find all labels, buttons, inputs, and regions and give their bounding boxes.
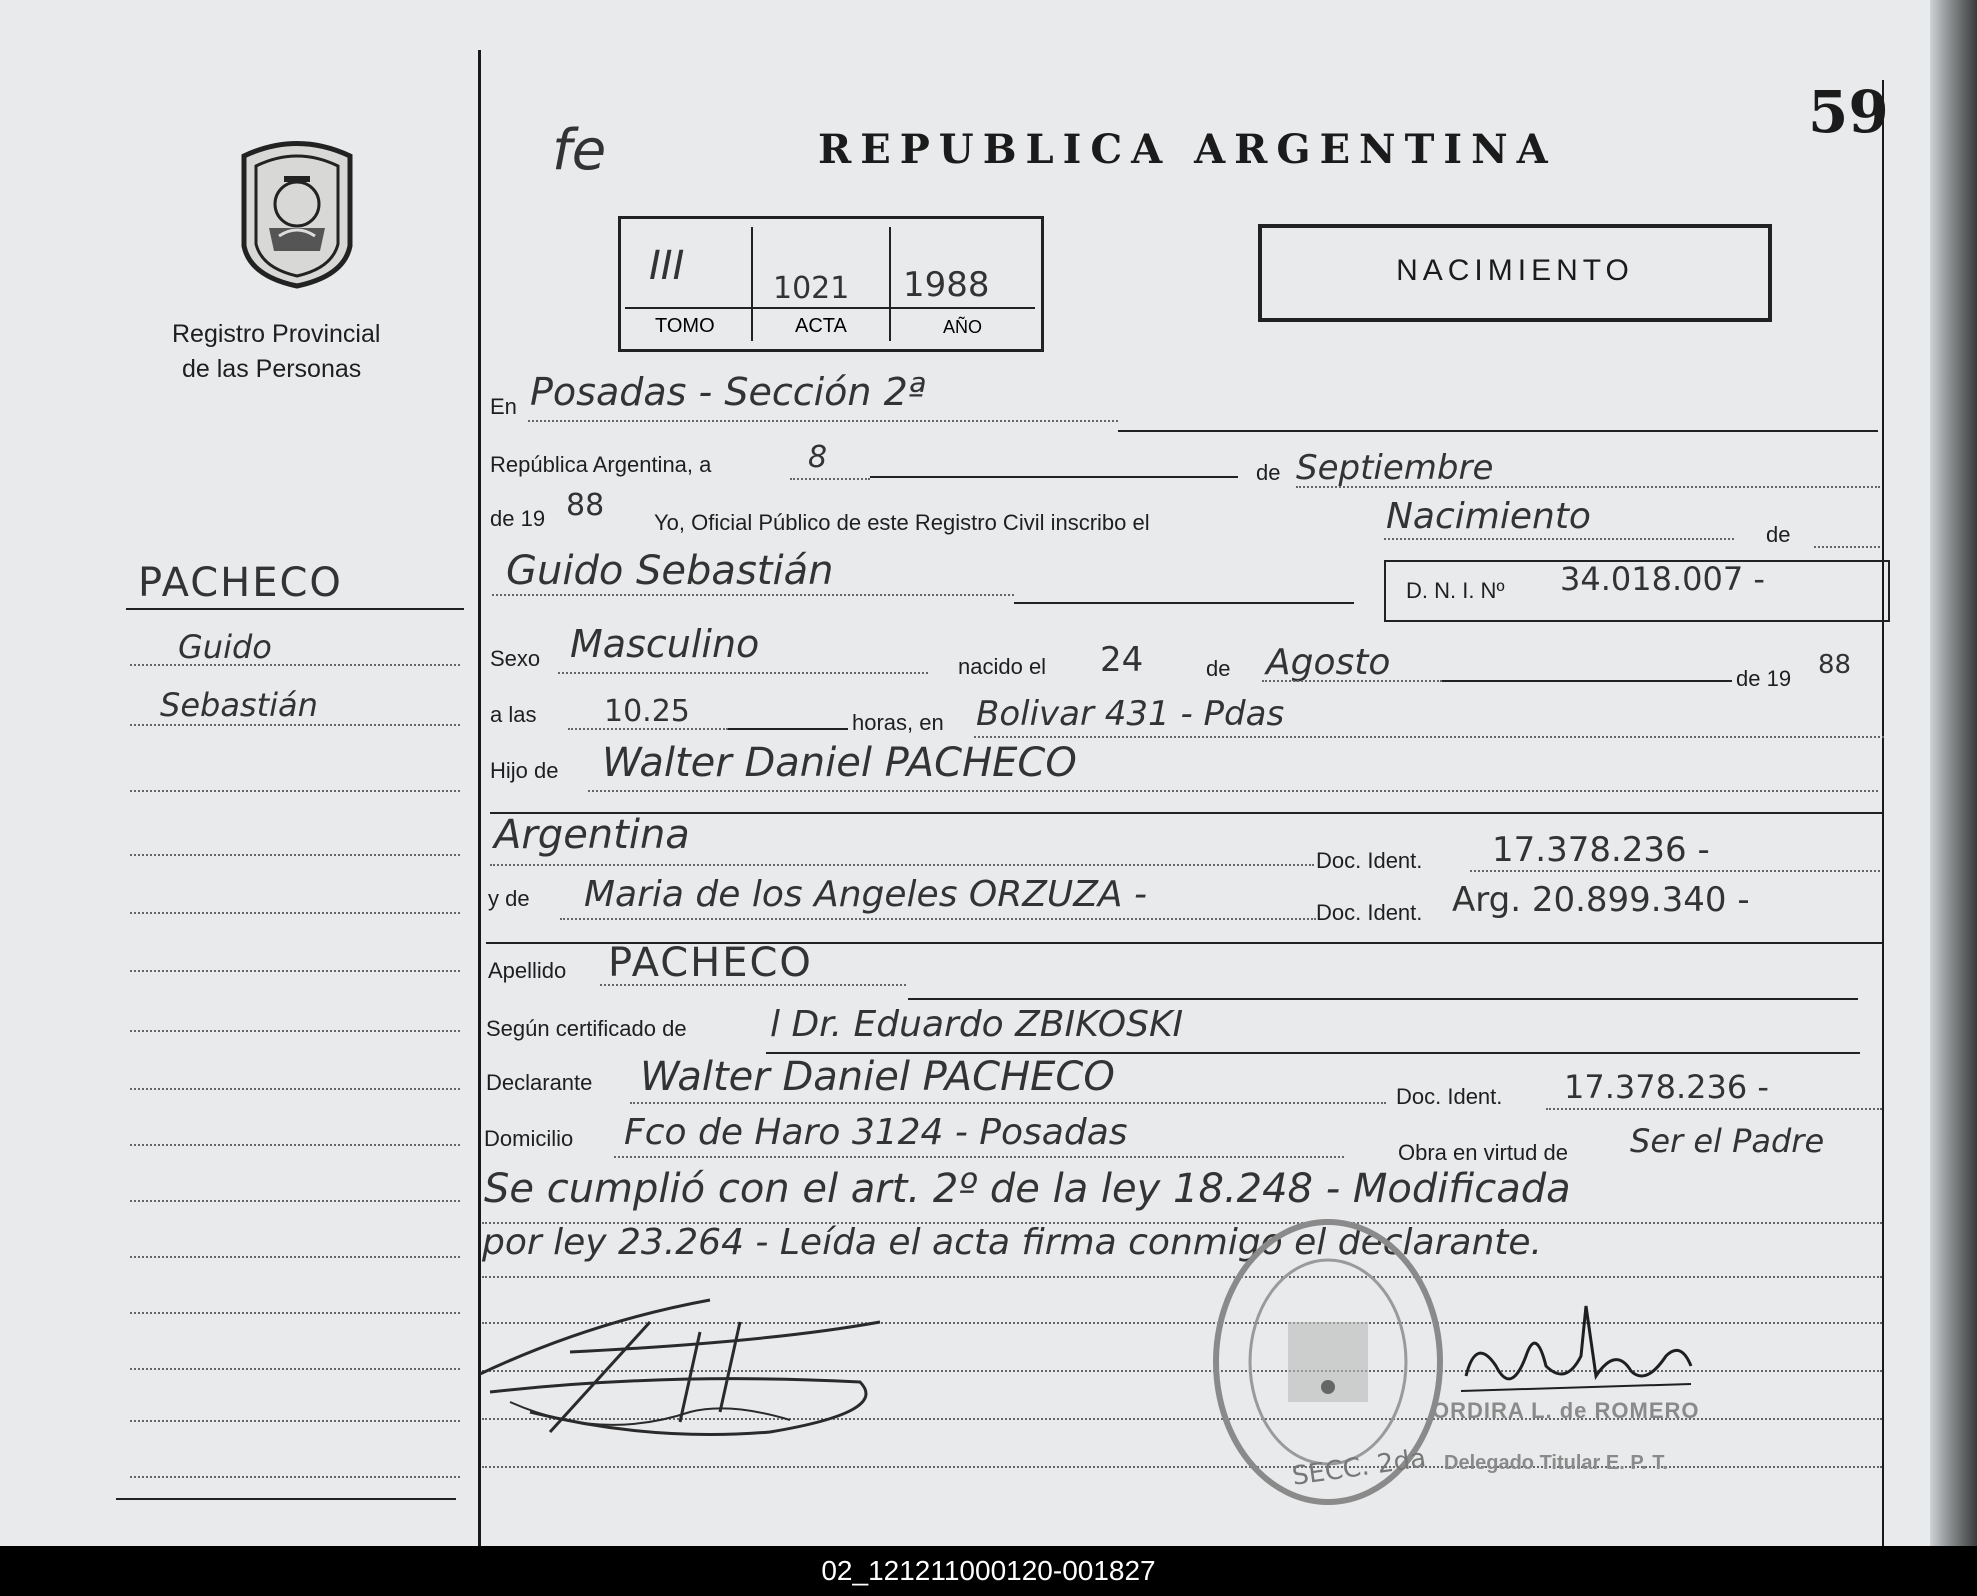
margin-dotted-line: [130, 1144, 460, 1146]
label-a-las: a las: [490, 702, 537, 727]
margin-surname: PACHECO: [138, 560, 343, 606]
label-de-nac: de: [1206, 656, 1231, 681]
field-doc-declarante: 17.378.236 -: [1564, 1068, 1769, 1106]
field-tipo: Nacimiento: [1386, 496, 1591, 537]
field-domicilio: Fco de Haro 3124 - Posadas: [624, 1112, 1128, 1153]
margin-dotted-line: [130, 970, 460, 972]
label-de: de: [1256, 460, 1281, 485]
field-line: [490, 812, 1882, 814]
label-hijo-de: Hijo de: [490, 758, 559, 783]
scan-reference-footer: 02_121211000120-001827: [0, 1546, 1977, 1596]
label-rep-arg: República Argentina, a: [490, 452, 712, 477]
label-domicilio: Domicilio: [484, 1126, 574, 1151]
act-type-box: [1258, 224, 1772, 322]
margin-dotted-line: [130, 1476, 460, 1478]
margin-line: [126, 608, 464, 610]
field-line: [482, 1276, 1882, 1278]
declarant-signature: [470, 1292, 890, 1452]
field-line: [630, 1102, 1386, 1104]
margin-dotted-line: [130, 1420, 460, 1422]
field-sexo: Masculino: [570, 622, 760, 666]
margin-dotted-line: [130, 1312, 460, 1314]
label-y-de: y de: [488, 886, 530, 911]
margin-dotted-line: [130, 1200, 460, 1202]
field-declarante: Walter Daniel PACHECO: [640, 1054, 1115, 1100]
field-lugar: Posadas - Sección 2ª: [530, 370, 926, 414]
label-dni: D. N. I. Nº: [1406, 578, 1505, 603]
field-line: [1442, 680, 1732, 682]
field-nota-2: por ley 23.264 - Leída el acta firma conmigo el declarante.: [482, 1222, 1542, 1263]
label-de-19-nac: de 19: [1736, 666, 1792, 691]
label-doc-ident-madre: Doc. Ident.: [1316, 900, 1423, 925]
label-de-tipo: de: [1766, 522, 1791, 547]
page-edge: [1930, 0, 1977, 1546]
field-apellido: PACHECO: [608, 940, 813, 986]
field-nac-padre: Argentina: [494, 812, 690, 858]
label-de-19: de 19: [490, 506, 546, 531]
field-lugar-nac: Bolivar 431 - Pdas: [976, 694, 1285, 734]
field-line: [1262, 680, 1442, 682]
field-line: [1546, 1108, 1882, 1110]
tomo-value: III: [649, 243, 685, 289]
field-line: [568, 728, 728, 730]
margin-dotted-line: [130, 1368, 460, 1370]
field-line: [1296, 486, 1880, 488]
registry-name-line2: de las Personas: [182, 355, 362, 383]
field-madre: Maria de los Angeles ORZUZA -: [584, 874, 1147, 915]
ano-label: AÑO: [943, 317, 983, 337]
label-apellido: Apellido: [488, 958, 567, 983]
margin-dotted-line: [130, 790, 460, 792]
field-dia-inscripcion: 8: [808, 440, 828, 475]
officer-stamp-title: Delegado Titular E. P. T.: [1444, 1452, 1668, 1474]
margin-name1: Guido: [178, 628, 272, 666]
field-line: [588, 790, 1878, 792]
label-segun-certificado: Según certificado de: [486, 1016, 687, 1041]
field-line: [1014, 602, 1354, 604]
field-anio-inscripcion: 88: [566, 488, 605, 523]
ano-value: 1988: [903, 265, 990, 305]
field-line: [490, 864, 1314, 866]
field-line: [560, 918, 1316, 920]
label-en: En: [490, 394, 517, 419]
field-line: [790, 478, 870, 480]
field-line: [728, 728, 848, 730]
label-sexo: Sexo: [490, 646, 541, 671]
field-mes-nac: Agosto: [1266, 642, 1391, 683]
field-line: [482, 1466, 1882, 1468]
reference-box: [618, 216, 1044, 352]
field-line: [492, 594, 1014, 596]
margin-dotted-line: [130, 1256, 460, 1258]
margin-name2: Sebastián: [160, 686, 318, 724]
official-round-seal: [1208, 1212, 1448, 1512]
field-line: [1118, 430, 1878, 432]
field-line: [908, 998, 1858, 1000]
field-hora: 10.25: [604, 694, 690, 729]
field-dia-nac: 24: [1100, 640, 1144, 680]
officer-stamp-name: ORDIRA L. de ROMERO: [1432, 1398, 1700, 1423]
right-border: [1882, 80, 1884, 1546]
field-dni: 34.018.007 -: [1560, 560, 1765, 598]
page-number: 59: [1808, 78, 1889, 146]
label-yo-oficial: Yo, Oficial Público de este Registro Civil inscribo el: [654, 510, 1150, 535]
field-line: [870, 476, 1238, 478]
label-obra-virtud: Obra en virtud de: [1398, 1140, 1568, 1165]
label-doc-ident-padre: Doc. Ident.: [1316, 848, 1423, 873]
acta-value: 1021: [773, 271, 850, 306]
field-nombre: Guido Sebastián: [506, 548, 834, 594]
field-line: [528, 420, 1118, 422]
seal-section-text: SECC. 2da: [1290, 1443, 1428, 1492]
field-obra-virtud: Ser el Padre: [1630, 1122, 1825, 1160]
field-line: [614, 1156, 1344, 1158]
tomo-label: TOMO: [655, 315, 715, 337]
field-anio-nac: 88: [1818, 650, 1852, 680]
field-padre: Walter Daniel PACHECO: [602, 740, 1077, 786]
field-doc-padre: 17.378.236 -: [1492, 830, 1710, 870]
field-line: [1814, 546, 1880, 548]
field-mes-inscripcion: Septiembre: [1296, 448, 1494, 488]
annotation-fe: fe: [552, 118, 607, 183]
province-seal-logo: [224, 136, 370, 290]
margin-dotted-line: [130, 1088, 460, 1090]
acta-label: ACTA: [795, 315, 847, 337]
margin-dotted-line: [130, 1030, 460, 1032]
margin-dotted-line: [130, 854, 460, 856]
field-doc-madre: Arg. 20.899.340 -: [1452, 880, 1750, 920]
field-nota-1: Se cumplió con el art. 2º de la ley 18.248 - Modificada: [484, 1166, 1571, 1212]
margin-dotted-line: [130, 912, 460, 914]
field-line: [974, 736, 1884, 738]
label-nacido-el: nacido el: [958, 654, 1047, 679]
field-line: [1470, 870, 1880, 872]
margin-dotted-line: [130, 664, 460, 666]
margin-bottom-line: [116, 1498, 456, 1500]
field-line: [1384, 538, 1734, 540]
field-line: [558, 672, 928, 674]
margin-dotted-line: [130, 724, 460, 726]
label-horas-en: horas, en: [852, 710, 944, 735]
registry-name-line1: Registro Provincial: [172, 320, 381, 348]
label-declarante: Declarante: [486, 1070, 593, 1095]
act-type-label: NACIMIENTO: [1396, 254, 1634, 287]
page-title: REPUBLICA ARGENTINA: [818, 126, 1557, 173]
label-doc-ident-declarante: Doc. Ident.: [1396, 1084, 1503, 1109]
field-line: [600, 984, 906, 986]
field-certificado: l Dr. Eduardo ZBIKOSKI: [770, 1004, 1184, 1045]
